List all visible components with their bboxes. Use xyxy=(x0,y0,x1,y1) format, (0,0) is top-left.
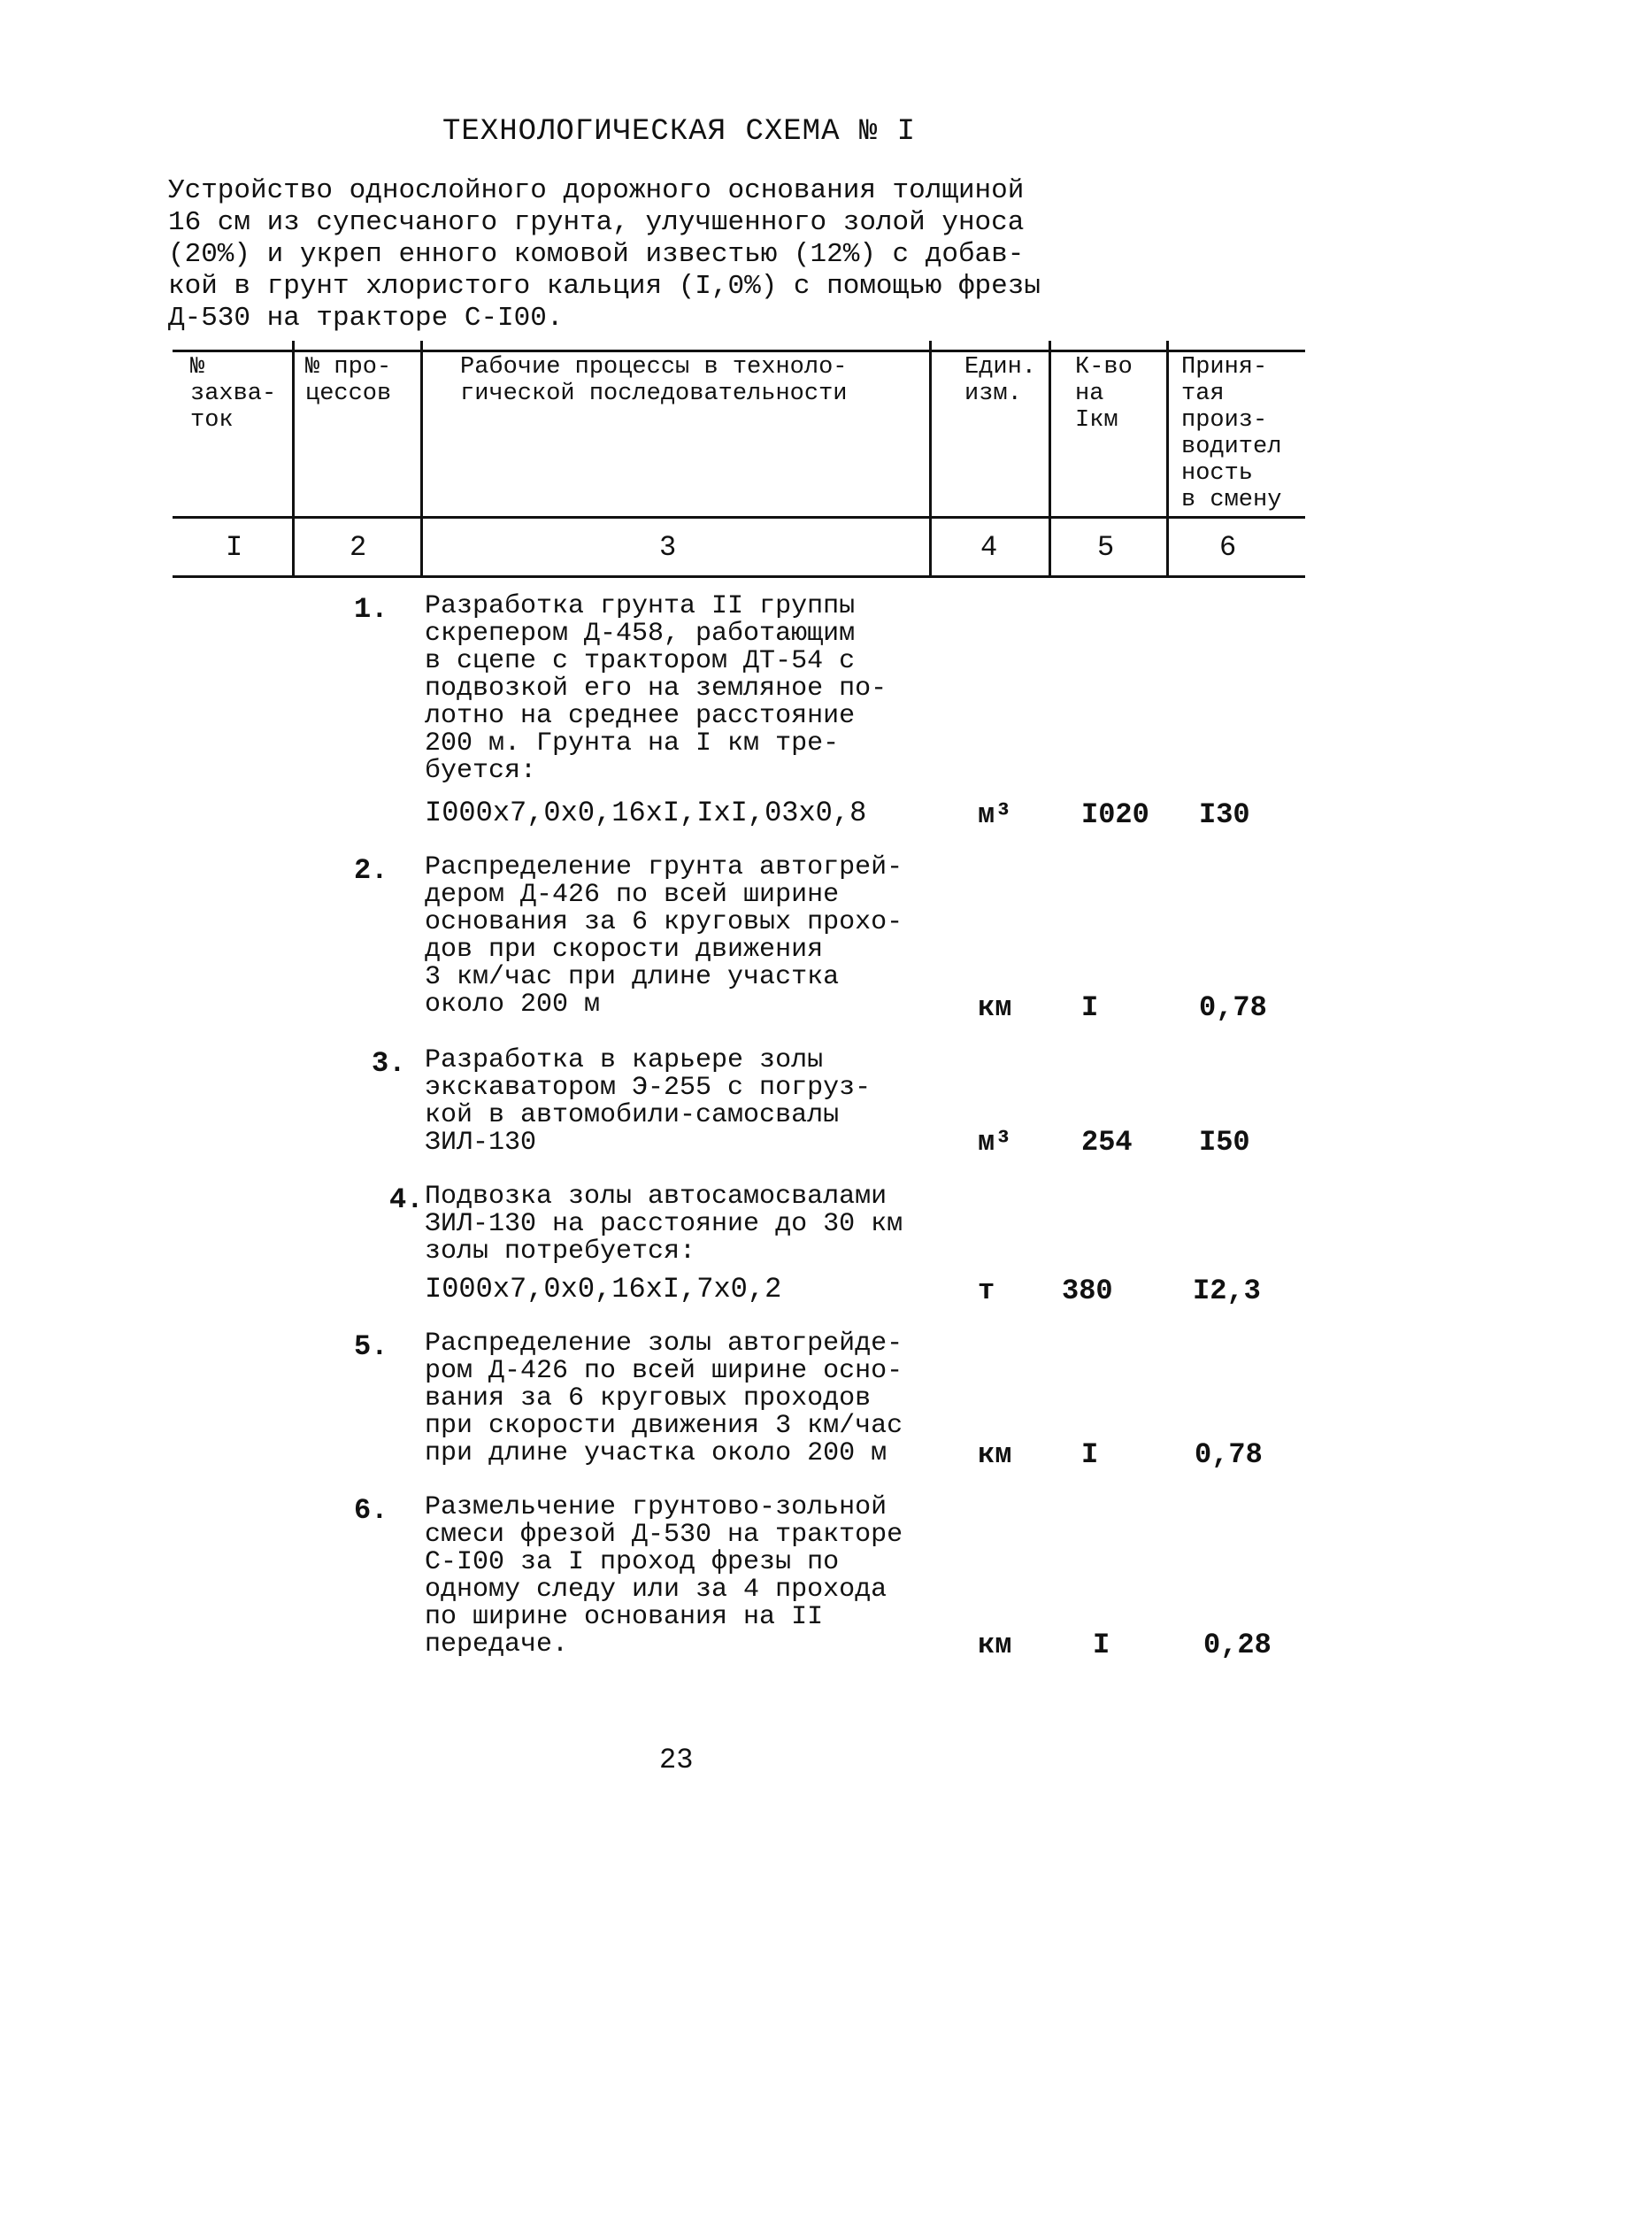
item-output: 0,28 xyxy=(1203,1629,1272,1661)
item-output: 0,78 xyxy=(1195,1438,1263,1471)
item-number: 5. xyxy=(354,1330,388,1363)
item-description: Распределение грунта автогрей- дером Д-426 по всей ширине основания за 6 круговых прохо- дов при скорости движения 3 км/час при длине участка около 200 м xyxy=(425,852,903,1020)
column-number: 2 xyxy=(350,531,367,564)
item-unit: м³ xyxy=(978,798,1012,831)
column-number: I xyxy=(226,531,243,564)
item-description: Подвозка золы автосамосвалами ЗИЛ-130 на расстояние до 30 км золы потребуется: xyxy=(425,1182,903,1267)
item-quantity: I xyxy=(1093,1629,1110,1661)
header-column-2: № про- цессов xyxy=(305,354,392,407)
item-description: Размельчение грунтово-зольной смеси фрезой Д-530 на тракторе С-I00 за I проход фрезы по одному следу или за 4 прохода по ширине основания на II передаче. xyxy=(425,1492,903,1660)
item-output: I30 xyxy=(1199,798,1250,831)
header-column-4: Един. изм. xyxy=(964,354,1037,407)
page-number: 23 xyxy=(659,1744,694,1776)
column-number: 5 xyxy=(1097,531,1115,564)
item-output: I2,3 xyxy=(1193,1275,1261,1307)
item-output: I50 xyxy=(1199,1126,1250,1159)
column-number: 4 xyxy=(980,531,998,564)
header-column-6: Приня- тая произ- водител ность в смену xyxy=(1181,354,1282,513)
item-quantity: I xyxy=(1081,1438,1099,1471)
item-formula: I000x7,0x0,16xI,7x0,2 xyxy=(425,1273,782,1306)
item-unit: м³ xyxy=(978,1126,1012,1159)
item-description: Разработка в карьере золы экскаватором Э-255 с погруз- кой в автомобили-самосвалы ЗИЛ-130 xyxy=(425,1045,872,1158)
item-unit: км xyxy=(978,1438,1012,1471)
column-number: 3 xyxy=(659,531,677,564)
item-description: Разработка грунта II группы скрепером Д-458, работающим в сцепе с трактором ДТ-54 с подвозкой его на земляное по- лотно на среднее расстояние 200 м. Грунта на I км тре- буется: xyxy=(425,591,887,786)
item-number: 2. xyxy=(354,854,388,887)
item-formula: I000x7,0x0,16xI,IxI,03x0,8 xyxy=(425,797,867,829)
column-number: 6 xyxy=(1219,531,1237,564)
item-quantity: I020 xyxy=(1081,798,1149,831)
item-quantity: 254 xyxy=(1081,1126,1133,1159)
item-number: 4. xyxy=(389,1183,424,1216)
item-quantity: 380 xyxy=(1062,1275,1113,1307)
page-title: ТЕХНОЛОГИЧЕСКАЯ СХЕМА № I xyxy=(442,115,917,149)
item-quantity: I xyxy=(1081,991,1099,1024)
header-column-1: № захва- ток xyxy=(190,354,277,434)
item-unit: км xyxy=(978,1629,1012,1661)
header-column-3: Рабочие процессы в техноло- гической последовательности xyxy=(460,354,848,407)
item-unit: км xyxy=(978,991,1012,1024)
item-number: 1. xyxy=(354,593,388,626)
header-column-5: К-во на Iкм xyxy=(1075,354,1133,434)
item-unit: т xyxy=(978,1275,995,1307)
item-output: 0,78 xyxy=(1199,991,1267,1024)
item-number: 6. xyxy=(354,1494,388,1527)
intro-paragraph: Устройство однослойного дорожного основания толщиной 16 см из супесчаного грунта, улучшенного золой уноса (20%) и укреп енного комовой известью (12%) с добав- кой в грунт хлористого кальция (I,0%) с помощью фрезы Д-530 на тракторе С-I00. xyxy=(168,175,1041,334)
item-description: Распределение золы автогрейде- ром Д-426 по всей ширине осно- вания за 6 круговых проходов при скорости движения 3 км/час при длине участка около 200 м xyxy=(425,1329,903,1468)
item-number: 3. xyxy=(372,1047,406,1080)
